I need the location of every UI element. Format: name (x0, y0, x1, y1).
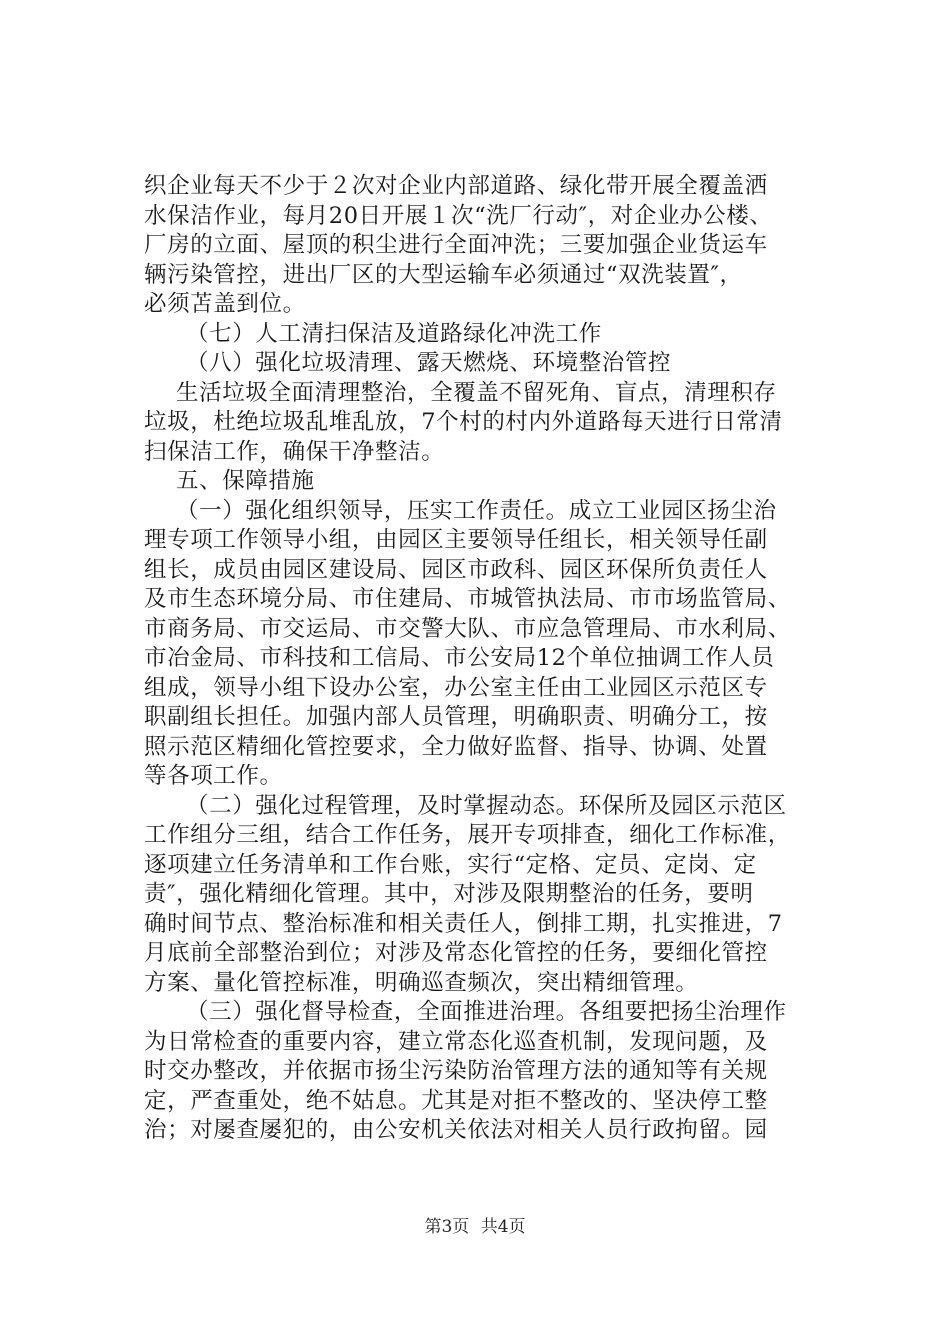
document-body (144, 172, 834, 1146)
text-line: 及市生态环境分局、市住建局、市城管执法局、市市场监管局、 (144, 586, 791, 612)
text-line: 职副组长担任。加强内部人员管理，明确职责、明确分工，按 (144, 704, 768, 730)
text-line: 月底前全部整治到位；对涉及常态化管控的任务，要细化管控 (144, 940, 768, 966)
page-footer (0, 1216, 950, 1238)
text-line: 市商务局、市交运局、市交警大队、市应急管理局、市水利局、 (144, 615, 791, 642)
text-line: 治；对屡查屡犯的，由公安机关依法对相关人员行政拘留。园 (144, 1117, 768, 1143)
text-line: 市冶金局、市科技和工信局、市公安局12个单位抽调工作人员 (144, 645, 775, 671)
text-line: 水保洁作业，每月20日开展１次“洗厂行动″，对企业办公楼、 (144, 202, 773, 229)
text-line: 理专项工作领导小组，由园区主要领导任组长，相关领导任副 (144, 527, 768, 553)
text-line: 辆污染管控，进出厂区的大型运输车必须通过“双洗装置″， (144, 261, 743, 288)
text-line: 定，严查重处，绝不姑息。尤其是对拒不整改的、坚决停工整 (144, 1087, 768, 1114)
text-line: 确时间节点、整治标准和相关责任人，倒排工期，扎实推进，7 (144, 910, 783, 937)
text-line: （八）强化垃圾清理、露天燃烧、环境整治管控 (186, 350, 672, 376)
text-line: 厂房的立面、屋顶的积尘进行全面冲洗；三要加强企业货运车 (144, 232, 768, 258)
page-total: 共4页 (480, 1217, 526, 1237)
text-line: 组长，成员由园区建设局、园区市政科、园区环保所负责任人 (144, 556, 768, 583)
text-line: 工作组分三组，结合工作任务，展开专项排查，细化工作标准， (144, 822, 791, 848)
text-line: （一）强化组织领导，压实工作责任。成立工业园区扬尘治 (176, 497, 777, 524)
text-line: 等各项工作。 (144, 763, 283, 789)
text-line: 照示范区精细化管控要求，全力做好监督、指导、协调、处置 (144, 733, 768, 760)
text-line: 垃圾，杜绝垃圾乱堆乱放，7个村的村内外道路每天进行日常清 (144, 409, 783, 435)
text-line: 扫保洁工作，确保干净整洁。 (144, 438, 445, 465)
text-line: （七）人工清扫保洁及道路绿化冲洗工作 (186, 320, 602, 347)
text-line: 组成，领导小组下设办公室，办公室主任由工业园区示范区专 (144, 674, 768, 701)
text-line: 生活垃圾全面清理整治，全覆盖不留死角、盲点，清理积存 (176, 379, 777, 406)
text-line: 责″，强化精细化管理。其中，对涉及限期整治的任务，要明 (144, 881, 754, 907)
text-line: （三）强化督导检查，全面推进治理。各组要把扬尘治理作 (186, 999, 787, 1025)
text-line: 逐项建立任务清单和工作台账，实行“定格、定员、定岗、定 (144, 851, 757, 878)
text-line: 织企业每天不少于２次对企业内部道路、绿化带开展全覆盖洒 (144, 173, 768, 199)
text-line: 方案、量化管控标准，明确巡查频次，突出精细管理。 (144, 969, 699, 996)
text-line: 为日常检查的重要内容，建立常态化巡查机制，发现问题，及 (144, 1028, 768, 1055)
text-line: 必须苫盖到位。 (144, 291, 306, 317)
page-number: 第3页 (424, 1217, 470, 1237)
text-line: 五、保障措施 (176, 468, 315, 494)
text-line: （二）强化过程管理，及时掌握动态。环保所及园区示范区 (186, 792, 787, 819)
text-line: 时交办整改，并依据市扬尘污染防治管理方法的通知等有关规 (144, 1058, 768, 1084)
